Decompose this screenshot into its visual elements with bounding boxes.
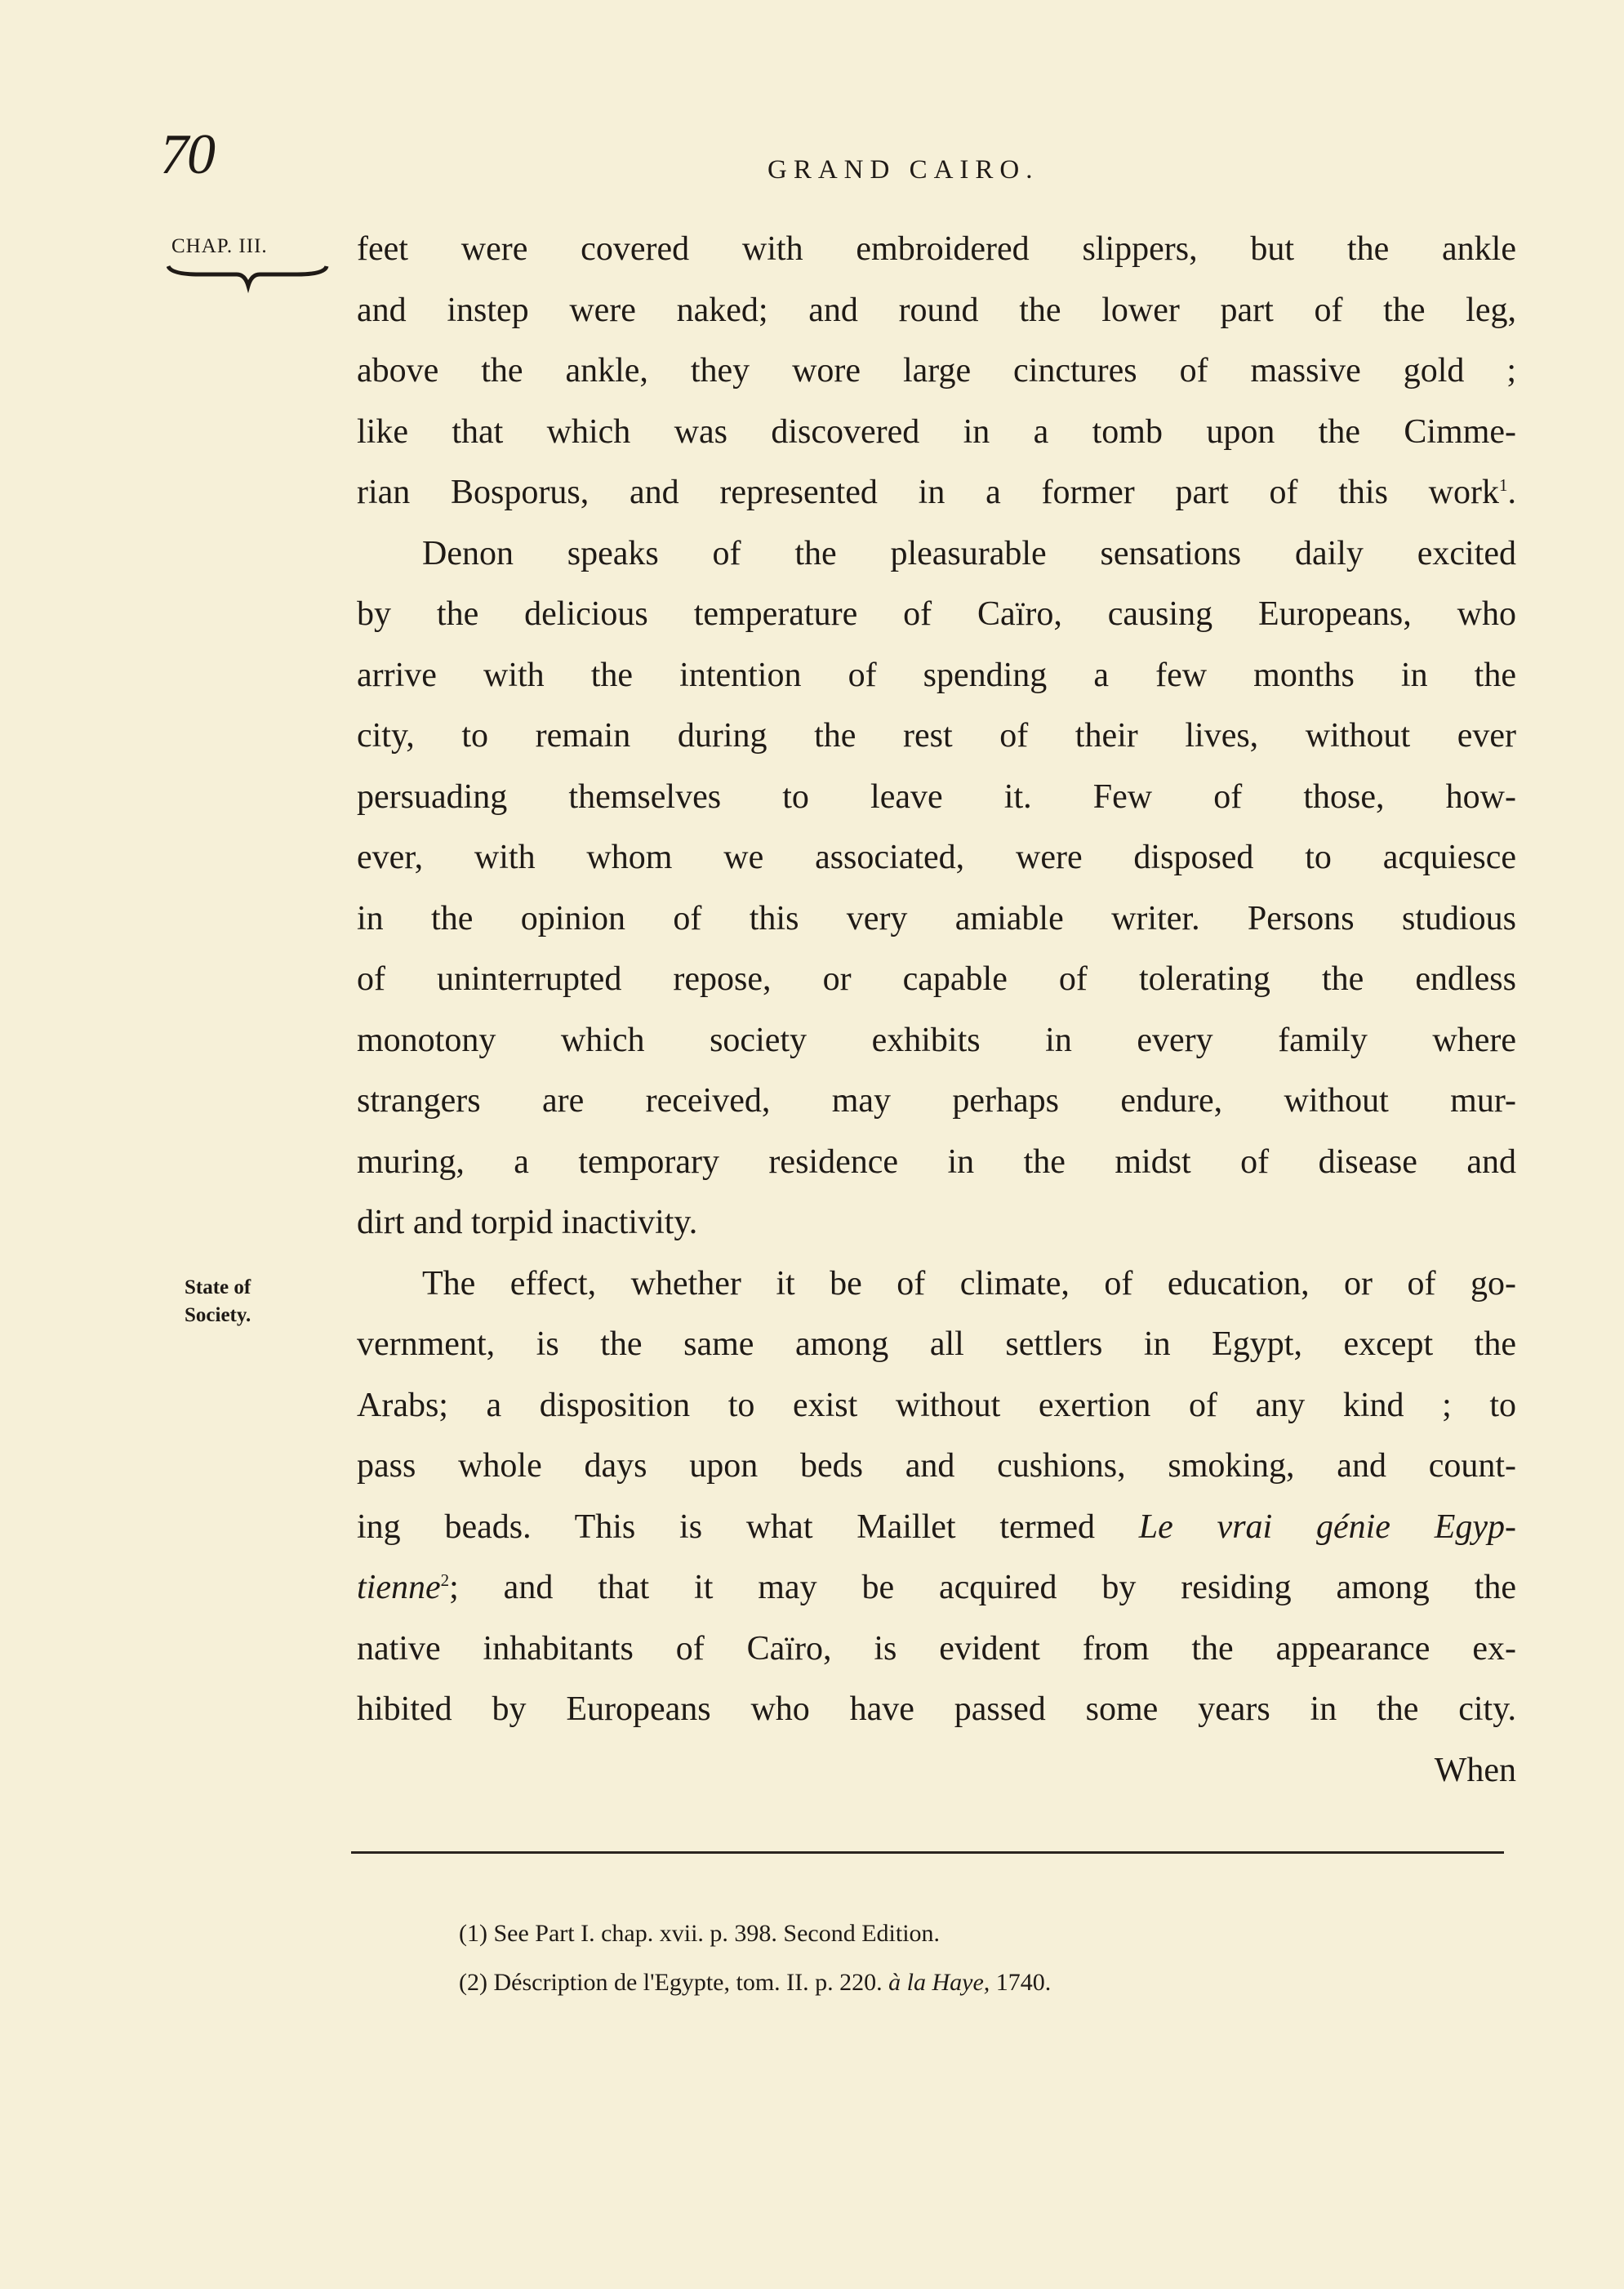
side-note xyxy=(185,1274,251,1329)
footnote-marker: (1) xyxy=(459,1920,487,1947)
footnote-italic: à la Haye, xyxy=(888,1969,990,1996)
text-line: muring, a temporary residence in the midst of disease and xyxy=(357,1142,1516,1181)
footnotes xyxy=(459,1909,1051,2007)
text-line: arrive with the intention of spending a few months in the xyxy=(357,656,1516,694)
text-span: ; and that it may be acquired by residing among the xyxy=(449,1569,1516,1606)
text-line: ever, with whom we associated, were disposed to acquiesce xyxy=(357,839,1516,876)
text-line: of uninterrupted repose, or capable of tolerating the endless xyxy=(357,960,1516,998)
footnote-rule xyxy=(351,1851,1504,1854)
text-span: ing beads. This is what Maillet termed xyxy=(357,1507,1139,1546)
text-line: native inhabitants of Caïro, is evident from the appearance ex- xyxy=(357,1629,1516,1668)
text-line xyxy=(357,1497,1516,1558)
text-line: city, to remain during the rest of their lives, without ever xyxy=(357,717,1516,755)
text-line: pass whole days upon beds and cushions, smoking, and count- xyxy=(357,1447,1516,1485)
text-line: above the ankle, they wore large cinctures of massive gold ; xyxy=(357,352,1516,390)
page-number: 70 xyxy=(160,123,214,186)
footnote-text: See Part I. chap. xvii. p. 398. Second Edition. xyxy=(493,1920,941,1947)
footnote-ref: 1 xyxy=(1499,475,1508,495)
side-note-line: Society. xyxy=(185,1304,251,1326)
text-line: persuading themselves to leave it. Few of those, how- xyxy=(357,777,1516,816)
text-span: rian Bosporus, and represented in a former part of this work xyxy=(357,474,1499,511)
text-span: . xyxy=(1507,474,1516,511)
footnote-marker: (2) xyxy=(459,1969,487,1996)
footnote-text: 1740. xyxy=(990,1969,1052,1996)
chapter-marker: CHAP. III. xyxy=(171,235,268,257)
text-line: Arabs; a disposition to exist without exertion of any kind ; to xyxy=(357,1386,1516,1424)
footnote-1 xyxy=(459,1909,1051,1958)
text-line xyxy=(357,1557,1516,1619)
text-line: The effect, whether it be of climate, of education, or of go- xyxy=(422,1264,1516,1303)
text-line: Denon speaks of the pleasurable sensations daily excited xyxy=(422,534,1516,572)
text-line: like that which was discovered in a tomb upon the Cimme- xyxy=(357,412,1516,451)
footnote-text: Déscription de l'Egypte, tom. II. p. 220. xyxy=(493,1969,889,1996)
text-line: and instep were naked; and round the lower part of the leg, xyxy=(357,291,1516,329)
text-line: by the delicious temperature of Caïro, causing Europeans, who xyxy=(357,595,1516,633)
text-line: vernment, is the same among all settlers in Egypt, except the xyxy=(357,1325,1516,1363)
text-line xyxy=(357,462,1516,523)
text-line: strangers are received, may perhaps endure, without mur- xyxy=(357,1082,1516,1120)
footnote-2 xyxy=(459,1958,1051,2007)
text-line: dirt and torpid inactivity. xyxy=(357,1204,698,1241)
italic-span: Le vrai génie Egyp- xyxy=(1138,1507,1517,1546)
body-text xyxy=(357,219,1516,1801)
italic-span: tienne xyxy=(357,1569,441,1606)
footnote-ref: 2 xyxy=(440,1570,450,1590)
text-line: hibited by Europeans who have passed some years in the city. xyxy=(357,1690,1516,1728)
text-line: feet were covered with embroidered slippers, but the ankle xyxy=(357,230,1516,268)
text-line: monotony which society exhibits in every family where xyxy=(357,1021,1516,1059)
catchword: When xyxy=(1434,1751,1516,1789)
running-title: GRAND CAIRO. xyxy=(768,155,1039,185)
brace-ornament xyxy=(167,265,330,297)
text-line: in the opinion of this very amiable writer. Persons studious xyxy=(357,899,1516,937)
side-note-line: State of xyxy=(185,1276,251,1298)
